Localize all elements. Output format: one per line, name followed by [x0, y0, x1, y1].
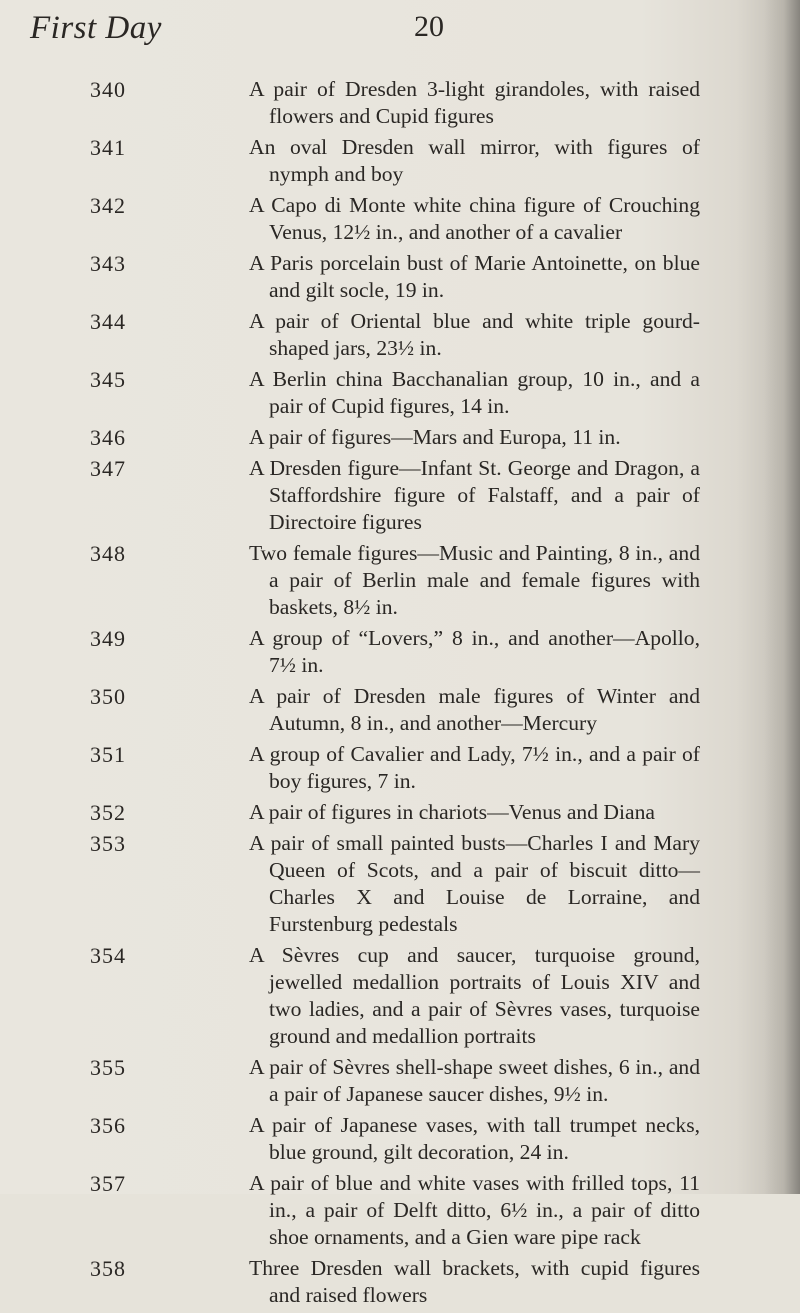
lot-description: A pair of figures in chariots—Venus and Diana — [249, 800, 655, 824]
lot-description: An oval Dresden wall mirror, with figures of nymph and boy — [249, 135, 700, 186]
lot-entry-350 — [0, 683, 800, 737]
lot-description: A Dresden figure—Infant St. George and Dragon, a Staffordshire figure of Falstaff, and a pair of Directoire figures — [249, 456, 700, 534]
lot-description: A pair of Dresden male figures of Winter and Autumn, 8 in., and another—Mercury — [249, 684, 700, 735]
lot-number: 352 — [90, 800, 126, 825]
lot-entry-355 — [0, 1054, 800, 1108]
lot-list — [0, 76, 800, 1313]
lot-entry-358 — [0, 1255, 800, 1309]
lot-number: 350 — [90, 684, 126, 709]
lot-entry-342 — [0, 192, 800, 246]
lot-entry-352 — [0, 799, 800, 826]
lot-number: 347 — [90, 456, 126, 481]
lot-number: 356 — [90, 1113, 126, 1138]
lot-description: A pair of Japanese vases, with tall trumpet necks, blue ground, gilt decoration, 24 in. — [249, 1113, 700, 1164]
lot-description: Two female figures—Music and Painting, 8 in., and a pair of Berlin male and female figures with baskets, 8½ in. — [249, 541, 700, 619]
lot-number: 340 — [90, 77, 126, 102]
lot-number: 349 — [90, 626, 126, 651]
lot-number: 355 — [90, 1055, 126, 1080]
lot-description: A Berlin china Bacchanalian group, 10 in., and a pair of Cupid figures, 14 in. — [249, 367, 700, 418]
lot-description: A pair of blue and white vases with frilled tops, 11 in., a pair of Delft ditto, 6½ in., a pair of ditto shoe ornaments, and a Gien ware pipe rack — [249, 1171, 700, 1249]
lot-number: 344 — [90, 309, 126, 334]
lot-number: 341 — [90, 135, 126, 160]
lot-entry-340 — [0, 76, 800, 130]
lot-description: A pair of Sèvres shell-shape sweet dishes, 6 in., and a pair of Japanese saucer dishes, 9½ in. — [249, 1055, 700, 1106]
lot-description: A Paris porcelain bust of Marie Antoinette, on blue and gilt socle, 19 in. — [249, 251, 700, 302]
lot-description: A group of “Lovers,” 8 in., and another—Apollo, 7½ in. — [249, 626, 700, 677]
lot-entry-345 — [0, 366, 800, 420]
lot-description: A pair of Dresden 3-light girandoles, with raised flowers and Cupid figures — [249, 77, 700, 128]
lot-number: 348 — [90, 541, 126, 566]
lot-entry-354 — [0, 942, 800, 1050]
lot-entry-353 — [0, 830, 800, 938]
lot-number: 351 — [90, 742, 126, 767]
page-number: 20 — [414, 10, 444, 43]
lot-description: A Capo di Monte white china figure of Crouching Venus, 12½ in., and another of a cavalier — [249, 193, 700, 244]
lot-number: 357 — [90, 1171, 126, 1196]
lot-number: 353 — [90, 831, 126, 856]
lot-description: A pair of small painted busts—Charles I and Mary Queen of Scots, and a pair of biscuit ditto—Charles X and Louise de Lorraine, and Furstenburg pedestals — [249, 831, 700, 936]
lot-description: A pair of Oriental blue and white triple gourd-shaped jars, 23½ in. — [249, 309, 700, 360]
lot-entry-349 — [0, 625, 800, 679]
lot-entry-341 — [0, 134, 800, 188]
lot-number: 345 — [90, 367, 126, 392]
lot-entry-351 — [0, 741, 800, 795]
lot-description: A Sèvres cup and saucer, turquoise ground, jewelled medallion portraits of Louis XIV and two ladies, and a pair of Sèvres vases, turquoise ground and medallion portraits — [249, 943, 700, 1048]
lot-entry-343 — [0, 250, 800, 304]
lot-entry-348 — [0, 540, 800, 621]
lot-number: 354 — [90, 943, 126, 968]
lot-description: A group of Cavalier and Lady, 7½ in., and a pair of boy figures, 7 in. — [249, 742, 700, 793]
page-header — [30, 10, 590, 54]
lot-number: 346 — [90, 425, 126, 450]
lot-entry-356 — [0, 1112, 800, 1166]
lot-entry-344 — [0, 308, 800, 362]
lot-number: 343 — [90, 251, 126, 276]
lot-number: 342 — [90, 193, 126, 218]
lot-description: Three Dresden wall brackets, with cupid figures and raised flowers — [249, 1256, 700, 1307]
lot-entry-347 — [0, 455, 800, 536]
running-head: First Day — [30, 10, 162, 46]
lot-description: A pair of figures—Mars and Europa, 11 in. — [249, 425, 621, 449]
lot-entry-346 — [0, 424, 800, 451]
lot-entry-357 — [0, 1170, 800, 1251]
lot-number: 358 — [90, 1256, 126, 1281]
